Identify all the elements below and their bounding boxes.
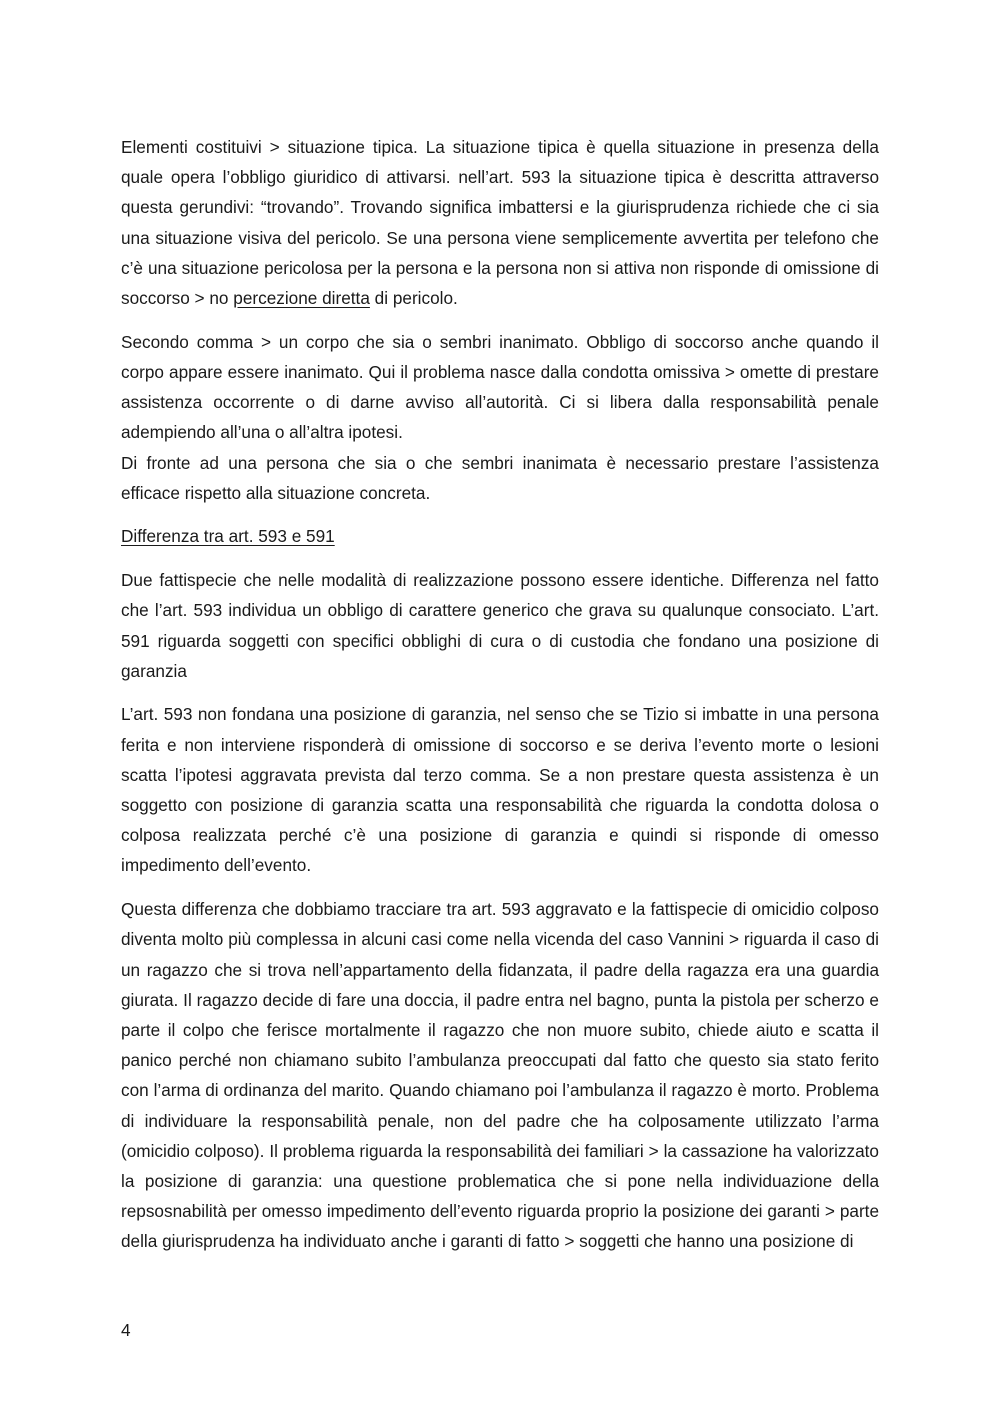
page-number: 4 bbox=[121, 1320, 131, 1340]
paragraph-posizione-garanzia: L’art. 593 non fondana una posizione di garanzia, nel senso che se Tizio si imbatte in una persona ferita e non interviene risponderà di omissione di soccorso e se deriva l’evento morte o lesioni scatta l’ipotesi aggravata prevista dal terzo comma. Se a non prestare questa assistenza è un soggetto con posizione di garanzia scatta una responsabilità che riguarda la condotta dolosa o colposa realizzata perché c’è una posizione di garanzia e quindi si risponde di omesso impedimento dell’evento. bbox=[121, 704, 879, 876]
paragraph-caso-vannini: Questa differenza che dobbiamo tracciare tra art. 593 aggravato e la fattispecie di omicidio colposo diventa molto più complessa in alcuni casi come nella vicenda del caso Vannini > riguarda il caso di un ragazzo che si trova nell’appartamento della fidanzata, il padre della ragazza era una guardia giurata. Il ragazzo decide di fare una doccia, il padre entra nel bagno, punta la pistola per scherzo e parte il colpo che ferisce mortalmente il ragazzo che non muore subito, chiede aiuto e scatta il panico perché non chiamano subito l’ambulanza preoccupati dal fatto che questo sia stato ferito con l’arma di ordinanza del marito. Quando chiamano poi l’ambulanza il ragazzo è morto. Problema di individuare la responsabilità penale, non del padre che ha colposamente utilizzato l’arma (omicidio colposo). Il problema riguarda la responsabilità dei familiari > la cassazione ha valorizzato la posizione di garanzia: una questione problematica che si pone nella individuazione della repsosnabilità per omesso impedimento dell’evento riguarda proprio la posizione dei garanti > parte della giurisprudenza ha individuato anche i garanti di fatto > soggetti che hanno una posizione di bbox=[121, 899, 879, 1252]
paragraph-text: Elementi costituivi > situazione tipica. La situazione tipica è quella situazione in presenza della quale opera l’obbligo giuridico di attivarsi. nell’art. 593 la situazione tipica è descritta attraverso questa gerundivi: “trovando”. Trovando significa imbattersi e la giurisprudenza richiede che ci sia una situazione visiva del pericolo. Se una persona viene semplicemente avvertita per telefono che c’è una situazione pericolosa per la persona e la persona non si attiva non risponde di omissione di soccorso > no bbox=[121, 137, 879, 309]
document-body bbox=[121, 132, 879, 1270]
paragraph-due-fattispecie: Due fattispecie che nelle modalità di realizzazione possono essere identiche. Differenza nel fatto che l’art. 593 individua un obbligo di carattere generico che grava su qualunque consociato. L’art. 591 riguarda soggetti con specifici obblighi di cura o di custodia che fondano una posizione di garanzia bbox=[121, 570, 879, 681]
paragraph-text-end: di pericolo. bbox=[369, 288, 458, 309]
underlined-phrase: percezione diretta bbox=[233, 288, 370, 309]
section-heading: Differenza tra art. 593 e 591 bbox=[121, 526, 335, 547]
paragraph-secondo-comma: Secondo comma > un corpo che sia o sembri inanimato. Obbligo di soccorso anche quando il corpo appare essere inanimato. Qui il problema nasce dalla condotta omissiva > omette di prestare assistenza occorrente o di darne avviso all’autorità. Ci si libera dalla responsabilità penale adempiendo all’una o all’altra ipotesi. bbox=[121, 331, 879, 443]
paragraph-persona-inanimata: Di fronte ad una persona che sia o che sembri inanimata è necessario prestare l’assistenza efficace rispetto alla situazione concreta. bbox=[121, 452, 879, 503]
paragraph-situazione-tipica bbox=[121, 132, 879, 313]
